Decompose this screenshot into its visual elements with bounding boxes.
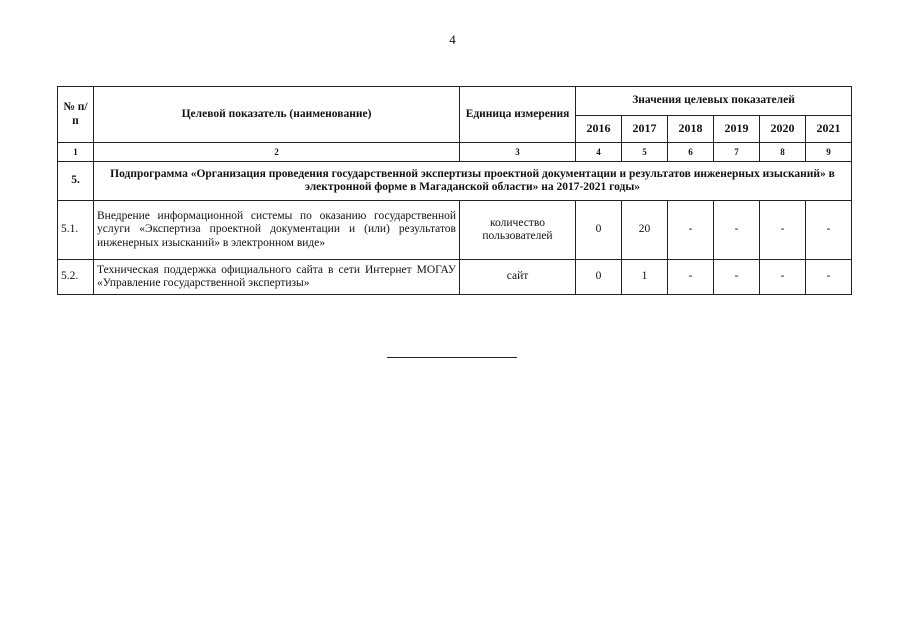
column-number: 2 bbox=[94, 143, 460, 162]
header-indicator: Целевой показатель (наименование) bbox=[94, 87, 460, 143]
row-value-2016: 0 bbox=[576, 260, 622, 295]
row-value-2018: - bbox=[668, 260, 714, 295]
table-row bbox=[58, 260, 852, 295]
header-year: 2016 bbox=[576, 116, 622, 143]
column-number-row bbox=[58, 143, 852, 162]
column-number: 7 bbox=[714, 143, 760, 162]
header-unit: Единица измерения bbox=[460, 87, 576, 143]
header-year: 2021 bbox=[806, 116, 852, 143]
row-unit: сайт bbox=[460, 260, 576, 295]
row-value-2018: - bbox=[668, 201, 714, 260]
row-indicator: Техническая поддержка официального сайта в сети Интернет МОГАУ «Управление государственной экспертизы» bbox=[94, 260, 460, 295]
row-value-2019: - bbox=[714, 260, 760, 295]
row-number: 5.2. bbox=[58, 260, 94, 295]
page-number: 4 bbox=[449, 32, 456, 47]
column-number: 4 bbox=[576, 143, 622, 162]
row-indicator: Внедрение информационной системы по оказанию государственной услуги «Экспертиза проектной документации и (или) результатов инженерных изысканий» в электронном виде» bbox=[94, 201, 460, 260]
row-unit: количество пользователей bbox=[460, 201, 576, 260]
column-number: 6 bbox=[668, 143, 714, 162]
header-year: 2019 bbox=[714, 116, 760, 143]
row-value-2020: - bbox=[760, 201, 806, 260]
header-num: № п/п bbox=[58, 87, 94, 143]
header-year: 2018 bbox=[668, 116, 714, 143]
section-number: 5. bbox=[58, 162, 94, 201]
row-value-2016: 0 bbox=[576, 201, 622, 260]
column-number: 5 bbox=[622, 143, 668, 162]
section-title: Подпрограмма «Организация проведения государственной экспертизы проектной документации и результатов инженерных изысканий» в электронной форме в Магаданской области» на 2017-2021 годы» bbox=[94, 162, 852, 201]
table-row bbox=[58, 201, 852, 260]
row-value-2017: 1 bbox=[622, 260, 668, 295]
section-row bbox=[58, 162, 852, 201]
column-number: 8 bbox=[760, 143, 806, 162]
row-value-2017: 20 bbox=[622, 201, 668, 260]
header-year: 2020 bbox=[760, 116, 806, 143]
header-row-1 bbox=[58, 87, 852, 116]
row-value-2021: - bbox=[806, 201, 852, 260]
footer-divider bbox=[387, 357, 517, 358]
column-number: 3 bbox=[460, 143, 576, 162]
row-value-2019: - bbox=[714, 201, 760, 260]
indicators-table bbox=[57, 86, 852, 295]
row-value-2020: - bbox=[760, 260, 806, 295]
header-year: 2017 bbox=[622, 116, 668, 143]
column-number: 9 bbox=[806, 143, 852, 162]
row-number: 5.1. bbox=[58, 201, 94, 260]
header-values-group: Значения целевых показателей bbox=[576, 87, 852, 116]
row-value-2021: - bbox=[806, 260, 852, 295]
column-number: 1 bbox=[58, 143, 94, 162]
